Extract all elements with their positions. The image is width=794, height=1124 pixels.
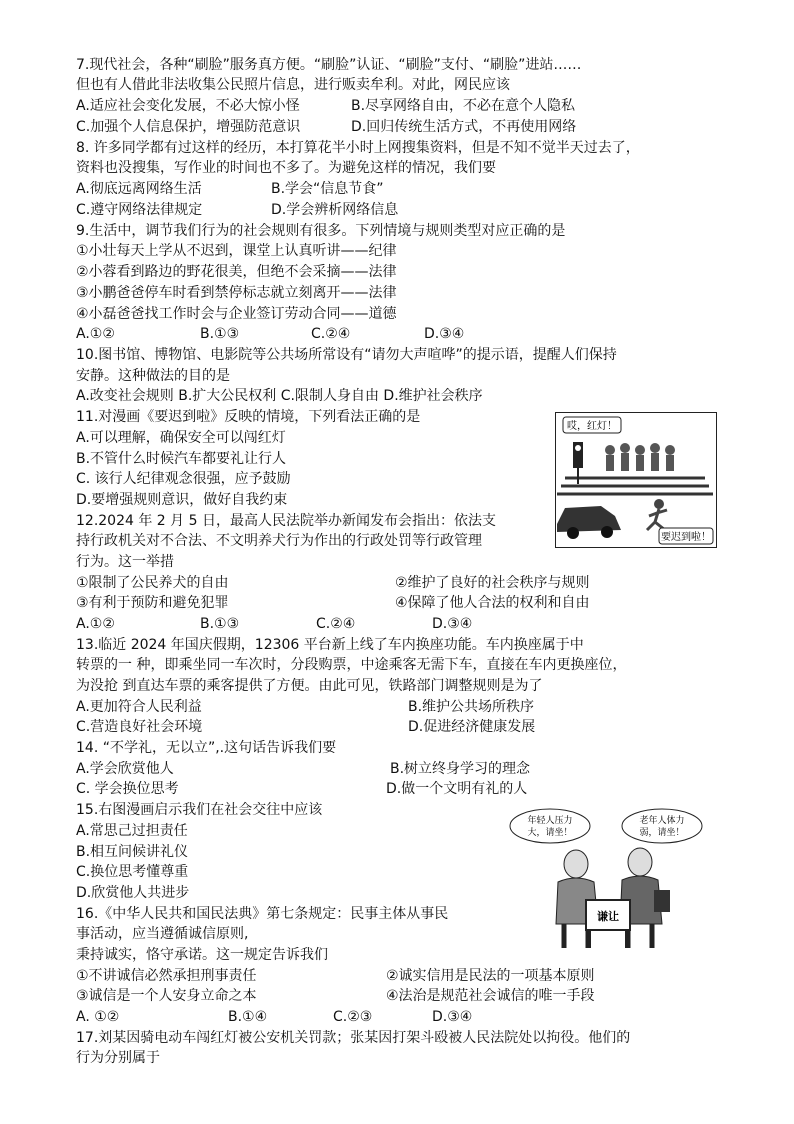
q7-stem-line2: 但也有人借此非法收集公民照片信息，进行贩卖牟利。对此，网民应该 <box>76 77 510 93</box>
q16-statement-3: ③诚信是一个人安身立命之本 <box>76 988 257 1004</box>
cartoon-bubble-right-line2: 弱，请坐！ <box>639 828 685 838</box>
q7-option-c: C.加强个人信息保护，增强防范意识 <box>76 119 301 135</box>
q9-option-a: A.①② <box>76 326 115 342</box>
q13-option-d: D.促进经济健康发展 <box>408 719 536 735</box>
q12-stem-line3: 行为。这一举措 <box>76 554 174 570</box>
q12-option-c: C.②④ <box>316 616 356 632</box>
cartoon-bubble-right-line1: 老年人体力 <box>639 816 685 826</box>
q9-option-c: C.②④ <box>311 326 351 342</box>
q7-option-a: A.适应社会变化发展，不必大惊小怪 <box>76 98 300 114</box>
q8-option-b: B.学会“信息节食” <box>271 181 384 197</box>
q16-option-b: B.①④ <box>228 1009 268 1025</box>
late-crossing-cartoon <box>555 412 717 548</box>
q16-stem-line3: 秉持诚实，恪守承诺。这一规定告诉我们 <box>76 947 328 963</box>
q11-option-d: D.要增强规则意识，做好自我约束 <box>76 492 288 508</box>
q12-stem-line1: 12.2024 年 2 月 5 日，最高人民法院举办新闻发布会指出：依法支 <box>76 513 496 529</box>
cartoon-bubble-late: 要迟到啦！ <box>661 532 711 543</box>
q14-option-c: C. 学会换位思考 <box>76 781 179 797</box>
q16-stem-line2: 事活动，应当遵循诚信原则, <box>76 926 249 942</box>
q15-option-b: B.相互问候讲礼仪 <box>76 844 189 860</box>
q9-statement-1: ①小壮每天上学从不迟到，课堂上认真听讲——纪律 <box>76 243 397 259</box>
q15-option-c: C.换位思考懂尊重 <box>76 864 189 880</box>
q9-statement-2: ②小蓉看到路边的野花很美，但绝不会采摘——法律 <box>76 264 397 280</box>
q16-statement-2: ②诚实信用是民法的一项基本原则 <box>386 968 595 984</box>
q16-statement-4: ④法治是规范社会诚信的唯一手段 <box>386 988 595 1004</box>
q16-option-c: C.②③ <box>333 1009 373 1025</box>
q10-stem-line2: 安静。这种做法的目的是 <box>76 368 230 384</box>
q15-option-d: D.欣赏他人共进步 <box>76 885 190 901</box>
q12-statement-1: ①限制了公民养犬的自由 <box>76 575 229 591</box>
q12-option-d: D.③④ <box>432 616 473 632</box>
q14-stem: 14. “不学礼，无以立”,.这句话告诉我们要 <box>76 740 337 756</box>
q17-stem-line1: 17.刘某因骑电动车闯红灯被公安机关罚款；张某因打架斗殴被人民法院处以拘役。他们的 <box>76 1030 631 1046</box>
q15-option-a: A.常思己过担责任 <box>76 823 188 839</box>
q17-stem-line2: 行为分别属于 <box>76 1050 160 1066</box>
q13-option-c: C.营造良好社会环境 <box>76 719 203 735</box>
cartoon-seat-label: 谦让 <box>597 910 619 923</box>
q12-stem-line2: 持行政机关对不合法、不文明养犬行为作出的行政处罚等行政管理 <box>76 533 482 549</box>
q7-option-d: D.回归传统生活方式，不再使用网络 <box>351 119 577 135</box>
q13-stem-line3: 为没抢 到直达车票的乘客提供了方便。由此可见，铁路部门调整规则是为了 <box>76 678 543 694</box>
q12-statement-3: ③有利于预防和避免犯罪 <box>76 595 229 611</box>
q9-stem: 9.生活中，调节我们行为的社会规则有很多。下列情境与规则类型对应正确的是 <box>76 223 566 239</box>
q8-option-a: A.彻底远离网络生活 <box>76 181 202 197</box>
q9-option-b: B.①③ <box>200 326 240 342</box>
q11-option-a: A.可以理解，确保安全可以闯红灯 <box>76 430 286 446</box>
yielding-seat-cartoon <box>506 806 718 952</box>
q8-stem-line2: 资料也没搜集，写作业的时间也不多了。为避免这样的情况，我们要 <box>76 160 496 176</box>
q14-option-a: A.学会欣赏他人 <box>76 761 174 777</box>
q15-stem: 15.右图漫画启示我们在社会交往中应该 <box>76 802 323 818</box>
q13-stem-line2: 转票的一 种，即乘坐同一车次时，分段购票，中途乘客无需下车，直接在车内更换座位， <box>76 657 627 673</box>
q12-statement-4: ④保障了他人合法的权利和自由 <box>395 595 590 611</box>
q8-option-c: C.遵守网络法律规定 <box>76 202 203 218</box>
q12-option-a: A.①② <box>76 616 115 632</box>
q16-option-d: D.③④ <box>432 1009 473 1025</box>
q7-stem-line1: 7.现代社会，各种“刷脸”服务真方便。“刷脸”认证、“刷脸”支付、“刷脸”进站…… <box>76 57 582 73</box>
cartoon-bubble-left-line2: 大，请坐！ <box>527 828 573 838</box>
q11-option-b: B.不管什么时候汽车都要礼让行人 <box>76 451 287 467</box>
q16-stem-line1: 16.《中华人民共和国民法典》第七条规定：民事主体从事民 <box>76 906 449 922</box>
q11-option-c: C. 该行人纪律观念很强，应予鼓励 <box>76 471 291 487</box>
q10-stem-line1: 10.图书馆、博物馆、电影院等公共场所常设有“请勿大声喧哗”的提示语，提醒人们保持 <box>76 347 617 363</box>
q9-statement-4: ④小磊爸爸找工作时会与企业签订劳动合同——道德 <box>76 306 397 322</box>
q9-option-d: D.③④ <box>424 326 465 342</box>
q14-option-d: D.做一个文明有礼的人 <box>386 781 528 797</box>
q14-option-b: B.树立终身学习的理念 <box>390 761 531 777</box>
q13-stem-line1: 13.临近 2024 年国庆假期，12306 平台新上线了车内换座功能。车内换座属于中 <box>76 637 584 653</box>
q9-statement-3: ③小鹏爸爸停车时看到禁停标志就立刻离开——法律 <box>76 285 397 301</box>
q16-option-a: A. ①② <box>76 1009 120 1025</box>
q13-option-a: A.更加符合人民利益 <box>76 699 202 715</box>
q8-stem-line1: 8. 许多同学都有过这样的经历，本打算花半小时上网搜集资料，但是不知不觉半天过去了， <box>76 140 640 156</box>
q12-option-b: B.①③ <box>200 616 240 632</box>
q7-option-b: B.尽享网络自由，不必在意个人隐私 <box>351 98 576 114</box>
q12-statement-2: ②维护了良好的社会秩序与规则 <box>395 575 590 591</box>
q10-options: A.改变社会规则 B.扩大公民权利 C.限制人身自由 D.维护社会秩序 <box>76 388 483 404</box>
cartoon-bubble-left-line1: 年轻人压力 <box>527 816 573 826</box>
q13-option-b: B.维护公共场所秩序 <box>408 699 535 715</box>
cartoon-bubble-red-light: 哎，红灯！ <box>567 421 617 432</box>
q16-statement-1: ①不讲诚信必然承担刑事责任 <box>76 968 257 984</box>
q11-stem: 11.对漫画《要迟到啦》反映的情境，下列看法正确的是 <box>76 409 421 425</box>
q8-option-d: D.学会辨析网络信息 <box>271 202 399 218</box>
